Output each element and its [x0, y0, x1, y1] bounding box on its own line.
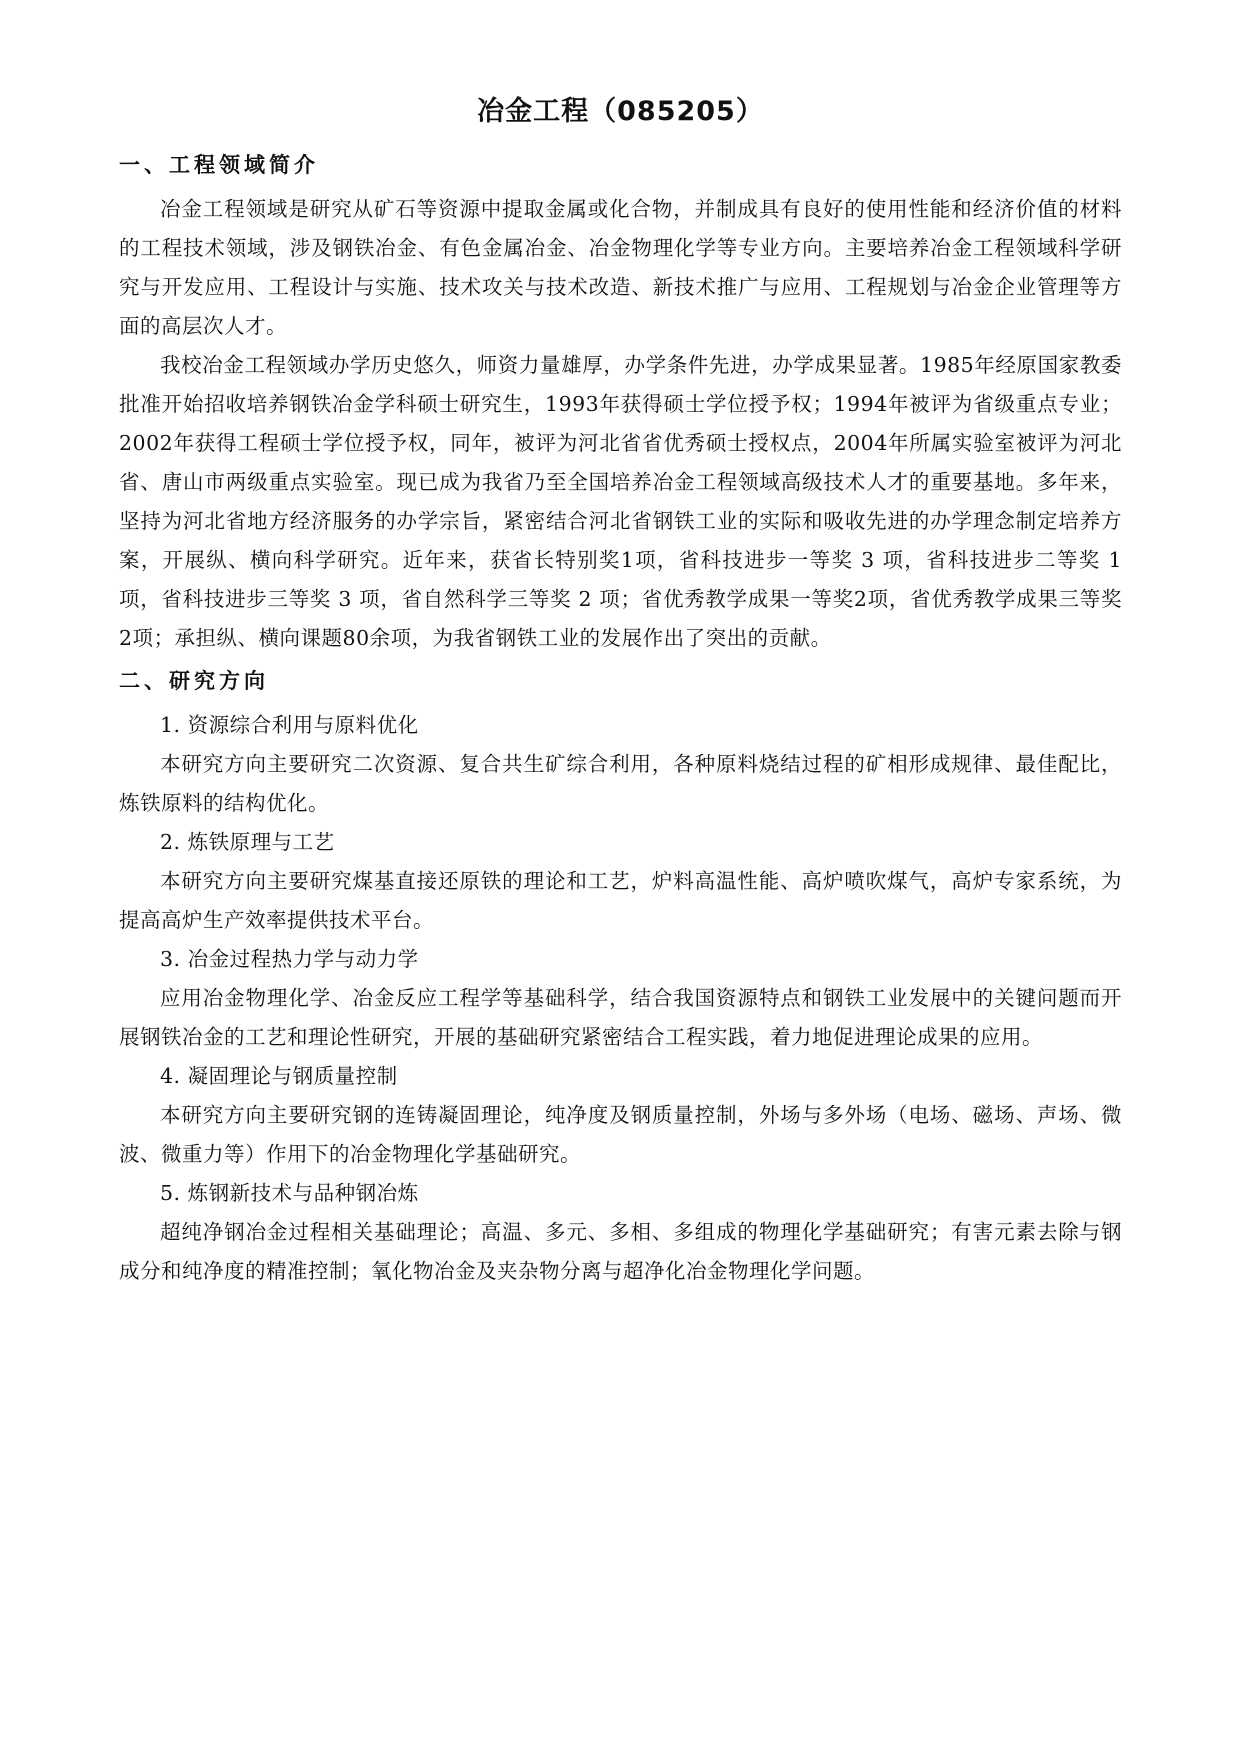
section-heading-introduction: 一、工程领域简介: [119, 153, 319, 177]
paragraph-field-overview: 冶金工程领域是研究从矿石等资源中提取金属或化合物，并制成具有良好的使用性能和经济价值的材料的工程技术领域，涉及钢铁冶金、有色金属冶金、冶金物理化学等专业方向。主要培养冶金工程领域科学研究与开发应用、工程设计与实施、技术攻关与技术改造、新技术推广与应用、工程规划与冶金企业管理等方面的高层次人才。: [119, 197, 1122, 338]
paragraph-school-history: 我校冶金工程领域办学历史悠久，师资力量雄厚，办学条件先进，办学成果显著。1985年经原国家教委批准开始招收培养钢铁冶金学科硕士研究生，1993年获得硕士学位授予权；1994年被评为省级重点专业；2002年获得工程硕士学位授予权，同年，被评为河北省省优秀硕士授权点，2004年所属实验室被评为河北省、唐山市两级重点实验室。现已成为我省乃至全国培养冶金工程领域高级技术人才的重要基地。多年来，坚持为河北省地方经济服务的办学宗旨，紧密结合河北省钢铁工业的实际和吸收先进的办学理念制定培养方案，开展纵、横向科学研究。近年来，获省长特别奖1项，省科技进步一等奖 3 项，省科技进步二等奖 1项，省科技进步三等奖 3 项，省自然科学三等奖 2 项；省优秀教学成果一等奖2项，省优秀教学成果三等奖2项；承担纵、横向课题80余项，为我省钢铁工业的发展作出了突出的贡献。: [119, 353, 1122, 650]
direction-title: 4. 凝固理论与钢质量控制: [160, 1064, 398, 1088]
direction-description: 本研究方向主要研究钢的连铸凝固理论，纯净度及钢质量控制，外场与多外场（电场、磁场、声场、微波、微重力等）作用下的冶金物理化学基础研究。: [119, 1103, 1122, 1166]
direction-title: 5. 炼钢新技术与品种钢冶炼: [160, 1181, 419, 1205]
direction-description: 超纯净钢冶金过程相关基础理论；高温、多元、多相、多组成的物理化学基础研究；有害元素去除与钢成分和纯净度的精准控制；氧化物冶金及夹杂物分离与超净化冶金物理化学问题。: [119, 1220, 1122, 1283]
section-heading-research-directions: 二、研究方向: [119, 669, 269, 693]
direction-description: 应用冶金物理化学、冶金反应工程学等基础科学，结合我国资源特点和钢铁工业发展中的关键问题而开展钢铁冶金的工艺和理论性研究，开展的基础研究紧密结合工程实践，着力地促进理论成果的应用。: [119, 986, 1122, 1049]
direction-title: 2. 炼铁原理与工艺: [160, 830, 335, 854]
section-introduction: [119, 148, 1122, 658]
direction-description: 本研究方向主要研究二次资源、复合共生矿综合利用，各种原料烧结过程的矿相形成规律、最佳配比，炼铁原料的结构优化。: [119, 752, 1122, 815]
direction-title: 3. 冶金过程热力学与动力学: [160, 947, 419, 971]
direction-title: 1. 资源综合利用与原料优化: [160, 713, 419, 737]
direction-description: 本研究方向主要研究煤基直接还原铁的理论和工艺，炉料高温性能、高炉喷吹煤气，高炉专家系统，为提高高炉生产效率提供技术平台。: [119, 869, 1122, 932]
page-title: 冶金工程（085205）: [477, 96, 764, 127]
section-research-directions: [119, 664, 1122, 1291]
